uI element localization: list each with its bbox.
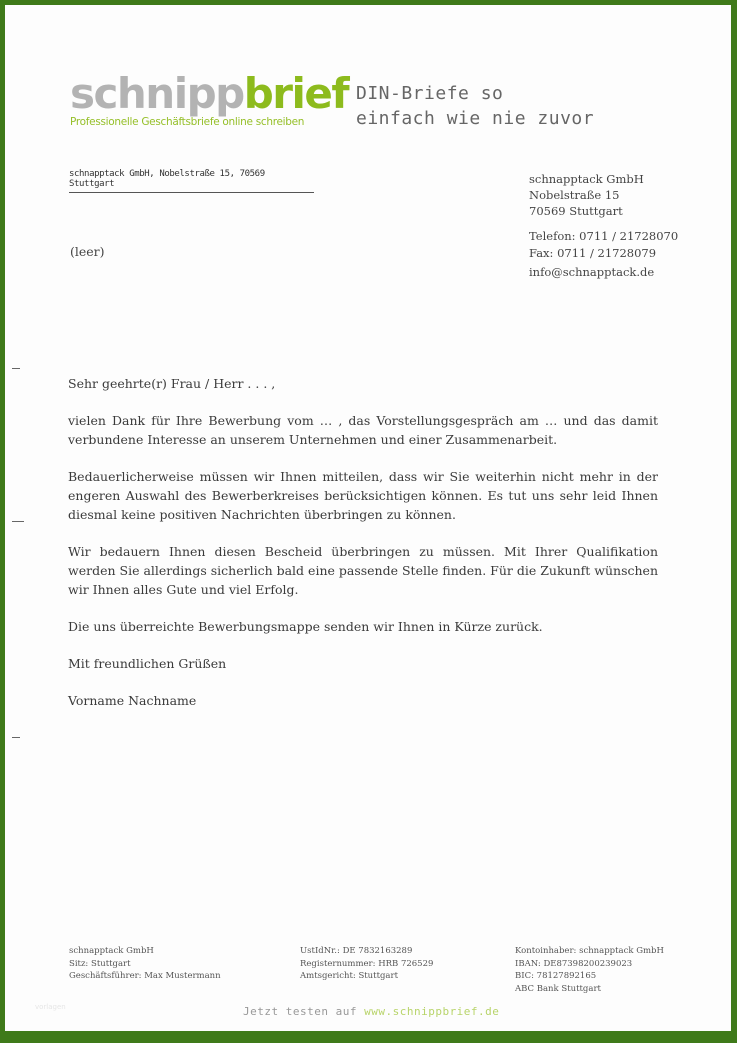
logo-text-schnipp: schnipp (70, 69, 244, 118)
footer-line: Sitz: Stuttgart (69, 958, 131, 969)
slogan-line-1: DIN-Briefe so (356, 83, 504, 104)
fold-mark-top (12, 368, 20, 369)
recipient-address: (leer) (70, 244, 105, 259)
footer-line: ABC Bank Stuttgart (515, 983, 601, 994)
footer-line: Geschäftsführer: Max Mustermann (69, 971, 221, 981)
paragraph: Wir bedauern Ihnen diesen Bescheid überbringen zu müssen. Mit Ihrer Qualifikation werden Sie allerdings sicherlich bald eine passende Stelle finden. Für die Zukunft wünschen wir Ihnen alles Gute und viel Erfolg. (68, 544, 658, 597)
cta-link[interactable]: www.schnippbrief.de (364, 1005, 500, 1018)
sender-phone: Telefon: 0711 / 21728070 (529, 229, 679, 243)
footer-line: BIC: 78127892165 (515, 971, 597, 981)
footer-line: Kontoinhaber: schnapptack GmbH (515, 946, 664, 956)
sender-company: schnapptack GmbH (529, 172, 644, 186)
cta-text: Jetzt testen auf (243, 1005, 365, 1018)
sender-email: info@schnapptack.de (529, 265, 655, 279)
sender-return-line: schnapptack GmbH, Nobelstraße 15, 70569 Stuttgart (69, 169, 314, 193)
logo (70, 69, 348, 119)
slogan (356, 81, 594, 131)
paragraph: Bedauerlicherweise müssen wir Ihnen mitteilen, dass wir Sie weiterhin nicht mehr in der engeren Auswahl des Bewerberkreises berücksichtigen können. Es tut uns sehr leid Ihnen diesmal keine positiven Nachrichten überbringen zu können. (68, 469, 658, 522)
letter-body (68, 374, 658, 728)
signature-name: Vorname Nachname (68, 693, 197, 708)
paragraph: vielen Dank für Ihre Bewerbung vom … , das Vorstellungsgespräch am … und das damit verbundene Interesse an unserem Unternehmen und einer Zusammenarbeit. (68, 413, 658, 447)
call-to-action (243, 1005, 499, 1018)
sender-address (529, 171, 644, 219)
paragraph: Die uns überreichte Bewerbungsmappe senden wir Ihnen in Kürze zurück. (68, 619, 543, 634)
fold-mark-bottom (12, 737, 20, 738)
footer-company (69, 945, 221, 983)
watermark: vorlagen (35, 1003, 66, 1011)
footer-registration (300, 945, 433, 983)
footer-line: IBAN: DE87398200239023 (515, 958, 633, 969)
sender-fax: Fax: 0711 / 21728079 (529, 245, 657, 260)
salutation: Sehr geehrte(r) Frau / Herr . . . , (68, 376, 276, 391)
sender-city: 70569 Stuttgart (529, 204, 623, 218)
footer-line: Amtsgericht: Stuttgart (300, 971, 398, 981)
tagline: Professionelle Geschäftsbriefe online schreiben (70, 116, 305, 128)
punch-mark (12, 521, 24, 522)
logo-text-brief: brief (243, 69, 349, 118)
footer-line: Registernummer: HRB 726529 (300, 958, 434, 969)
footer-line: UstIdNr.: DE 7832163289 (300, 946, 413, 956)
sender-contact (529, 228, 678, 281)
closing: Mit freundlichen Grüßen (68, 656, 227, 671)
sender-street: Nobelstraße 15 (529, 188, 620, 202)
footer-line: schnapptack GmbH (69, 946, 154, 956)
footer-bank (515, 945, 664, 995)
slogan-line-2: einfach wie nie zuvor (356, 108, 595, 129)
letter-page (5, 5, 731, 1031)
